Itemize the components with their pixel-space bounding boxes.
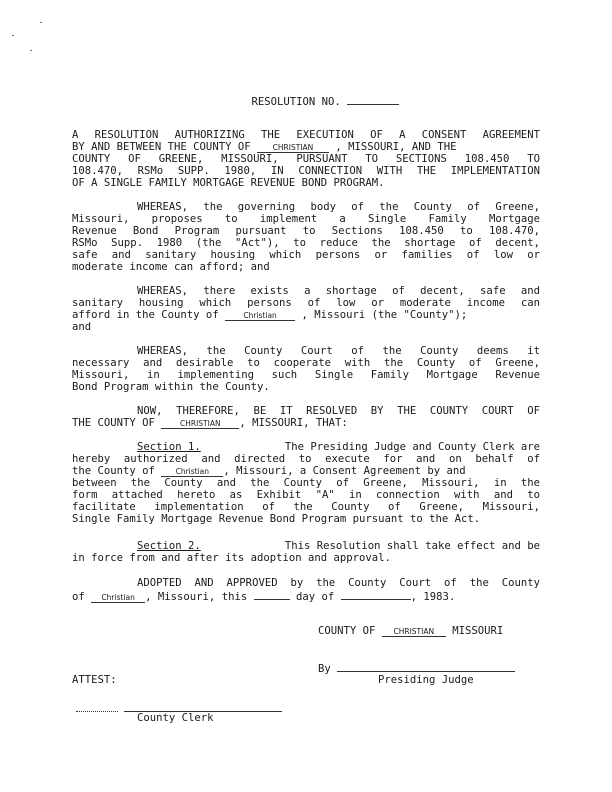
county-clerk-signature-blank [124,701,282,712]
para-line: NOW, THEREFORE, BE IT RESOLVED BY THE COUNTY COURT OF [137,405,540,417]
para-line: Section 1. The Presiding Judge and County Clerk are [137,441,540,453]
county-fill: CHRISTIAN [257,143,329,153]
para-line: Missouri, in implementing such Single Family Mortgage Revenue [72,369,540,381]
intro-line: COUNTY OF GREENE, MISSOURI, PURSUANT TO SECTIONS 108.450 TO [72,153,540,165]
para-line: facilitate implementation of the County of Greene, Missouri, [72,501,540,513]
by-line: By [318,661,515,675]
section-2-heading: Section 2. [137,540,201,552]
intro-line: BY AND BETWEEN THE COUNTY OF CHRISTIAN , MISSOURI, AND THE [72,141,457,153]
para-line: form attached hereto as Exhibit "A" in connection with and to [72,489,540,501]
para-line: moderate income can afford; and [72,261,270,273]
resolution-title: RESOLUTION NO. [226,82,399,120]
month-blank [341,589,411,600]
scan-speck [40,22,42,23]
intro-line: OF A SINGLE FAMILY MORTGAGE REVENUE BOND PROGRAM. [72,177,385,189]
para-line: ADOPTED AND APPROVED by the County Court of the County [137,577,540,589]
para-line: Section 2. This Resolution shall take effect and be [137,540,540,552]
scan-speck [12,35,14,36]
para-line: WHEREAS, the governing body of the County of Greene, [137,201,540,213]
para-line: WHEREAS, there exists a shortage of decent, safe and [137,285,540,297]
para-line: safe and sanitary housing which persons or families of low or [72,249,540,261]
para-line: Bond Program within the County. [72,381,270,393]
intro-line: 108.470, RSMo SUPP. 1980, IN CONNECTION WITH THE IMPLEMENTATION [72,165,540,177]
scan-speck [30,50,32,51]
para-line: sanitary housing which persons of low or moderate income can [72,297,540,309]
para-line: Revenue Bond Program pursuant to Sections 108.450 to 108.470, [72,225,540,237]
para-line: WHEREAS, the County Court of the County deems it [137,345,540,357]
intro-line: A RESOLUTION AUTHORIZING THE EXECUTION OF A CONSENT AGREEMENT [72,129,540,141]
resolution-number-blank [347,94,399,105]
mark-blank [76,701,118,712]
county-fill: Christian [91,593,145,603]
para-line: of Christian , Missouri, this day of , 1983. [72,591,456,603]
presiding-judge-label: Presiding Judge [378,674,474,686]
county-fill: CHRISTIAN [161,419,239,429]
para-line: Single Family Mortgage Revenue Bond Program pursuant to the Act. [72,513,481,525]
para-line: hereby authorized and directed to execute for and on behalf of [72,453,540,465]
county-clerk-label: County Clerk [137,712,214,724]
para-line: afford in the County of Christian , Missouri (the "County"); [72,309,468,321]
county-fill: Christian [225,311,295,321]
presiding-judge-signature-blank [337,661,515,672]
attest-label: ATTEST: [72,674,117,686]
county-signature-line: COUNTY OF CHRISTIAN MISSOURI [318,625,504,637]
day-blank [254,589,290,600]
para-line: RSMo Supp. 1980 (the "Act"), to reduce the shortage of decent, [72,237,540,249]
para-line: between the County and the County of Greene, Missouri, in the [72,477,540,489]
county-fill: Christian [161,467,223,477]
para-line: Missouri, proposes to implement a Single Family Mortgage [72,213,540,225]
county-fill: CHRISTIAN [382,627,446,637]
para-line: THE COUNTY OF CHRISTIAN , MISSOURI, THAT: [72,417,348,429]
para-line: in force from and after its adoption and approval. [72,552,391,564]
para-line: necessary and desirable to cooperate with the County of Greene, [72,357,540,369]
para-line: the County of Christian , Missouri, a Consent Agreement by and [72,465,466,477]
section-1-heading: Section 1. [137,441,201,453]
para-line: and [72,321,92,333]
